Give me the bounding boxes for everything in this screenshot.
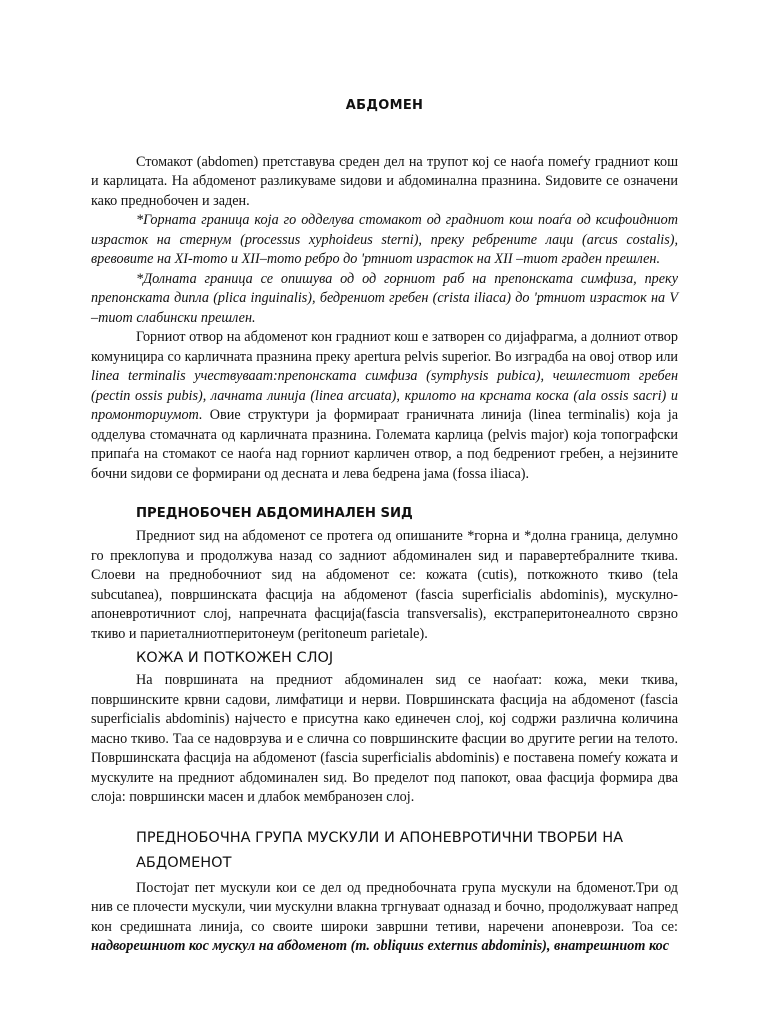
pelvis-major-text: Овие структури ја формираат граничната линија (linea terminalis) која ја одделува стомачната од карличната празнина. Големата карлица (pelvis major) која топографски припаѓа на стомакот се наоѓа над горниот карличен отвор, а под бедрениот гребен, а нејзините бочни ѕидови се формирани од десната и лева бедрена јама (fossa iliaca). [91, 407, 678, 482]
document-page [91, 96, 678, 957]
muscle-names-text: надворешниот кос мускул на абдоменот (m. obliquus externus abdominis), внатрешниот кос [91, 938, 670, 954]
upper-opening-paragraph [91, 328, 678, 484]
upper-opening-text: Горниот отвор на абдоменот кон градниот кош е затворен со дијафрагма, а долниот отвор комуницира со карличната празнина преку apertura pelvis superior. Во изградба на овој отвор или [91, 329, 678, 365]
muscles-paragraph [91, 879, 678, 957]
section-heading-muscles: ПРЕДНОБОЧНА ГРУПА МУСКУЛИ И АПОНЕВРОТИЧНИ ТВОРБИ НА АБДОМЕНОТ [136, 829, 624, 871]
anterior-wall-paragraph: Предниот ѕид на абдоменот се протега од опишаните *горна и *долна граница, делумно го преклопува и продолжува назад со задниот абдоминален ѕид и паравертебралните ткива. Слоеви на преднобочниот ѕид на абдоменот се: кожата (cutis), поткожното ткиво (tela subcutanea), површинската фасција на абдоменот (fascia superficialis abdominis), мускулно-апоневротичниот слој, напречната фасција(fascia transversalis), екстраперитонеалното сврзно ткиво и париеталниотперитонеум (peritoneum parietale). [91, 528, 678, 642]
intro-paragraph: Стомакот (abdomen) претставува среден дел на трупот кој се наоѓа помеѓу градниот кош и карлицата. На абдоменот разликуваме ѕидови и абдоминална празнина. Ѕидовите се означени како преднобочен и заден. [91, 153, 678, 209]
section-heading-anterolateral-wall: ПРЕДНОБОЧЕН АБДОМИНАЛЕН ЅИД [136, 506, 413, 521]
lower-boundary-paragraph: *Долната граница се опишува од од горниот раб на препонската симфиза, преку препонската дипла (plica inguinalis), бедрениот гребен (crista iliaca) до 'ртниот израсток на V –тиот слабински прешлен. [91, 270, 678, 326]
linea-terminalis-text: linea terminalis учествуваат:препонската симфиза (symphysis pubica), чешлестиот гребен (pectin ossis pubis), лачната линија (linea arcuata), крилото на крсната коска (ala ossis sacri) и промонториумот. [91, 368, 678, 423]
skin-layer-paragraph: На површината на предниот абдоминален ѕид се наоѓаат: кожа, меки ткива, површинските крвни садови, лимфатици и нерви. Површинската фасција на абдоменот (fascia superficialis abdominis) најчесто е присутна како единечен слој, кој содржи различна количина масно ткиво. Таа се надоврзува и е слична со површинските фасции во другите регии на телото. Површинската фасција на абдоменот (fascia superficialis abdominis) е поставена помеѓу кожата и мускулите на предниот абдоминален ѕид. Во пределот под папокот, оваа фасција формира два слоја: површински масен и длабок мембранозен слој. [91, 672, 678, 805]
muscles-text: Постојат пет мускули кои се дел од преднобочната група мускули на бдоменот.Три од нив се плочести мускули, чии мускулни влакна тргнуваат одназад и бочно, продолжуваат напред кон средишната линија, со своите широки завршни тетиви, наречени апоневрози. Тоа се: [91, 879, 678, 935]
subheading-skin-layer: КОЖА И ПОТКОЖЕН СЛОЈ [136, 650, 334, 666]
upper-boundary-paragraph: *Горната граница која го одделува стомакот од градниот кош поаѓа од ксифоидниот израсток на стернум (processus xyphoideus sterni), преку ребрените лаци (arcus costalis), вревовите на XI-тото и XII–тото ребро до 'ртниот израсток на XII –тиот граден прешлен. [91, 212, 678, 267]
page-title: АБДОМЕН [345, 98, 424, 113]
